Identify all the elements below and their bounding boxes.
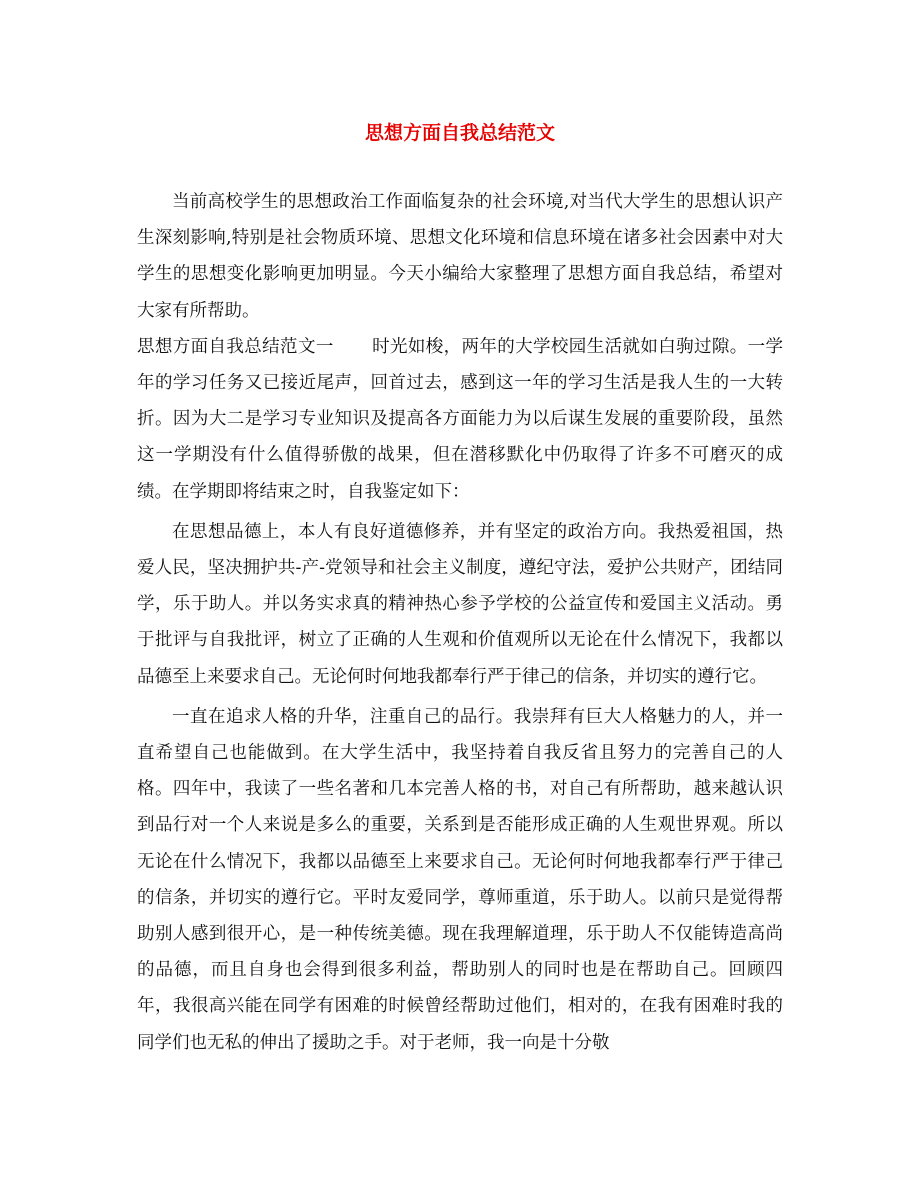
intro-paragraph: 当前高校学生的思想政治工作面临复杂的社会环境,对当代大学生的思想认识产生深刻影响,特别是社会物质环境、思想文化环境和信息环境在诸多社会因素中对大学生的思想变化影响更加明显。今天小编给大家整理了思想方面自我总结，希望对大家有所帮助。: [137, 192, 783, 321]
section-heading: 思想方面自我总结范文一: [137, 336, 334, 357]
document-title: 思想方面自我总结范文: [364, 122, 555, 144]
section-text: 时光如梭，两年的大学校园生活就如白驹过隙。一学年的学习任务又已接近尾声，回首过去，感到这一年的学习生活是我人生的一大转折。因为大二是学习专业知识及提高各方面能力为以后谋生发展的重要阶段，虽然这一学期没有什么值得骄傲的战果，但在潜移默化中仍取得了许多不可磨灭的成绩。在学期即将结束之时，自我鉴定如下：: [137, 336, 784, 502]
body-paragraph-3: 一直在追求人格的升华，注重自己的品行。我崇拜有巨大人格魅力的人，并一直希望自己也能做到。在大学生活中，我坚持着自我反省且努力的完善自己的人格。四年中，我读了一些名著和几本完善人格的书，对自己有所帮助，越来越认识到品行对一个人来说是多么的重要，关系到是否能形成正确的人生观世界观。所以无论在什么情况下，我都以品德至上来要求自己。无论何时何地我都奉行严于律己的信条，并切实的遵行它。平时友爱同学，尊师重道，乐于助人。以前只是觉得帮助别人感到很开心，是一种传统美德。现在我理解道理，乐于助人不仅能铸造高尚的品德，而且自身也会得到很多利益，帮助别人的同时也是在帮助自己。回顾四年，我很高兴能在同学有困难的时候曾经帮助过他们，相对的，在我有困难时我的同学们也无私的伸出了援助之手。对于老师，我一向是十分敬: [137, 706, 783, 1053]
document-body: [137, 184, 783, 1061]
body-paragraph-2: 在思想品德上，本人有良好道德修养，并有坚定的政治方向。我热爱祖国，热爱人民，坚决拥护共-产-党领导和社会主义制度，遵纪守法，爱护公共财产，团结同学，乐于助人。并以务实求真的精神热心参予学校的公益宣传和爱国主义活动。勇于批评与自我批评，树立了正确的人生观和价值观所以无论在什么情况下，我都以品德至上来要求自己。无论何时何地我都奉行严于律己的信条，并切实的遵行它。: [137, 521, 783, 687]
section-paragraph: [137, 329, 783, 510]
